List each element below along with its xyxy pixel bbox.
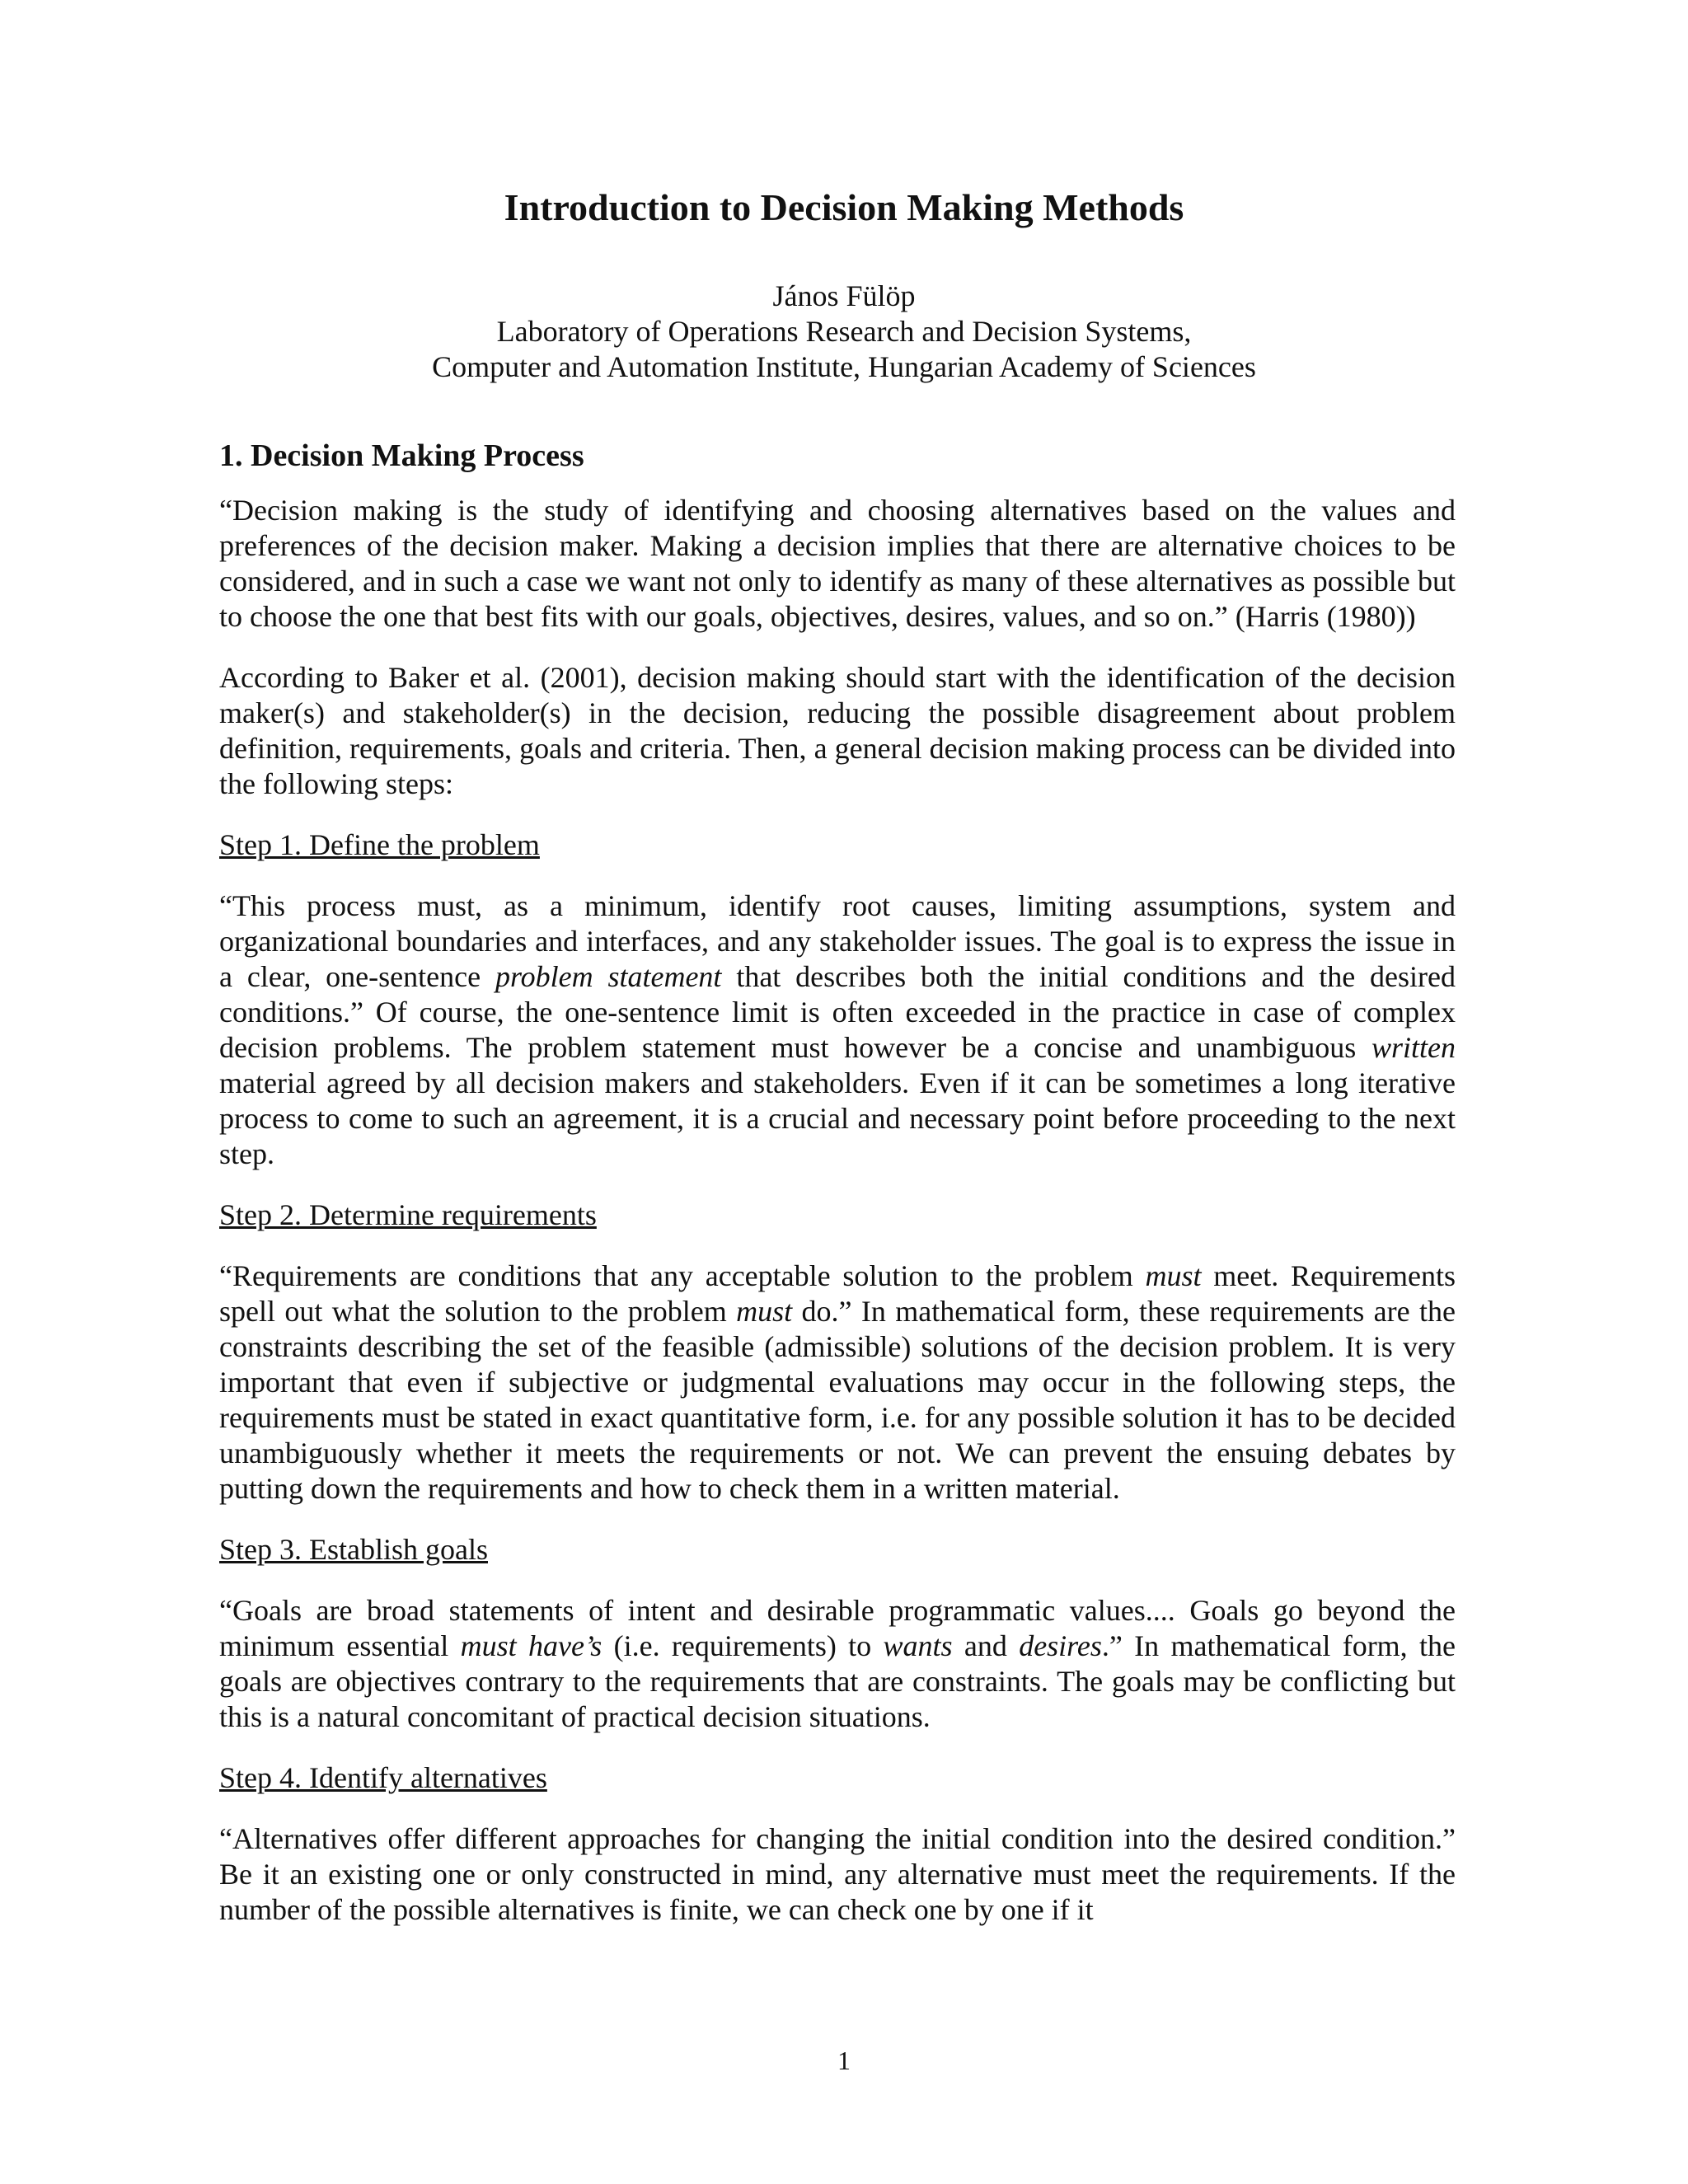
step-4-paragraph: “Alternatives offer different approaches for changing the initial condition into the desired condition.” Be it an existing one or only constructed in mind, any alternative must meet the requirements. If the number of the possible alternatives is finite, we can check one by one if it — [219, 1822, 1456, 1926]
author-affiliation-institute: Computer and Automation Institute, Hungarian Academy of Sciences — [432, 350, 1256, 383]
author-affiliation-lab: Laboratory of Operations Research and Decision Systems, — [496, 315, 1192, 348]
step-2-emphasis-must: must — [1145, 1259, 1202, 1292]
intro-quote-paragraph: “Decision making is the study of identifying and choosing alternatives based on the values and preferences of the decision maker. Making a decision implies that there are alternative choices to be considered, and in such a case we want not only to identify as many of these alternatives as possible but to choose the one that best fits with our goals, objectives, desires, values, and so on.” (Harris (1980)) — [219, 494, 1456, 633]
intro-baker-paragraph: According to Baker et al. (2001), decision making should start with the identification of the decision maker(s) and stakeholder(s) in the decision, reducing the possible disagreement about problem definition, requirements, goals and criteria. Then, a general decision making process can be divided into the following steps: — [219, 661, 1456, 800]
step-3-emphasis-must-haves: must have’s — [460, 1629, 603, 1662]
step-1-text: material agreed by all decision makers and stakeholders. Even if it can be sometimes a long iterative process to come to such an agreement, it is a crucial and necessary point before proceeding to the next step. — [219, 1066, 1456, 1170]
step-3-text: and — [952, 1629, 1020, 1662]
step-2-heading: Step 2. Determine requirements — [219, 1198, 597, 1231]
step-2-emphasis-must: must — [736, 1295, 793, 1328]
step-4 — [219, 1760, 1456, 1928]
step-1-emphasis-problem-statement: problem statement — [495, 960, 722, 993]
step-3-emphasis-desires: desires — [1019, 1629, 1102, 1662]
document-body — [219, 435, 1456, 1953]
step-1-text: that describes both the initial conditions and the desired conditions.” Of course, the one-sentence limit is often exceeded in the practice in case of complex decision problems. The problem statement must however be a concise and unambiguous — [219, 960, 1456, 1064]
step-4-heading: Step 4. Identify alternatives — [219, 1761, 547, 1794]
author-name: János Fülöp — [772, 279, 916, 312]
step-2-text: “Requirements are conditions that any acceptable solution to the problem — [219, 1259, 1146, 1292]
step-2-paragraph — [219, 1258, 1456, 1507]
step-1-heading: Step 1. Define the problem — [219, 828, 540, 861]
author-block — [0, 279, 1688, 385]
step-3-text: (i.e. requirements) to — [602, 1629, 884, 1662]
step-3-text: .” In mathematical form, the goals are objectives contrary to the requirements that are constraints. The goals may be conflicting but this is a natural concomitant of practical decision situations. — [219, 1629, 1456, 1733]
step-1-emphasis-written: written — [1371, 1031, 1456, 1064]
step-1-text: “This process must, as a minimum, identify root causes, limiting assumptions, system and organizational boundaries and interfaces, and any stakeholder issues. The goal is to express the issue in a clear, one-sentence — [219, 889, 1456, 993]
step-3-emphasis-wants: wants — [883, 1629, 953, 1662]
step-3-text: “Goals are broad statements of intent and desirable programmatic values.... Goals go beyond the minimum essential — [219, 1594, 1456, 1662]
step-2 — [219, 1197, 1456, 1507]
document-title: Introduction to Decision Making Methods — [504, 186, 1184, 228]
section-heading: 1. Decision Making Process — [219, 438, 584, 473]
page-number: 1 — [837, 2046, 851, 2075]
step-3 — [219, 1532, 1456, 1735]
step-3-paragraph — [219, 1593, 1456, 1735]
step-2-text: meet. Requirements spell out what the solution to the problem — [219, 1259, 1456, 1328]
step-1 — [219, 827, 1456, 1172]
step-2-text: do.” In mathematical form, these requirements are the constraints describing the set of the feasible (admissible) solutions of the decision problem. It is very important that even if subjective or judgmental evaluations may occur in the following steps, the requirements must be stated in exact quantitative form, i.e. for any possible solution it has to be decided unambiguously whether it meets the requirements or not. We can prevent the ensuing debates by putting down the requirements and how to check them in a written material. — [219, 1295, 1456, 1505]
step-1-paragraph — [219, 888, 1456, 1172]
step-3-heading: Step 3. Establish goals — [219, 1533, 488, 1566]
